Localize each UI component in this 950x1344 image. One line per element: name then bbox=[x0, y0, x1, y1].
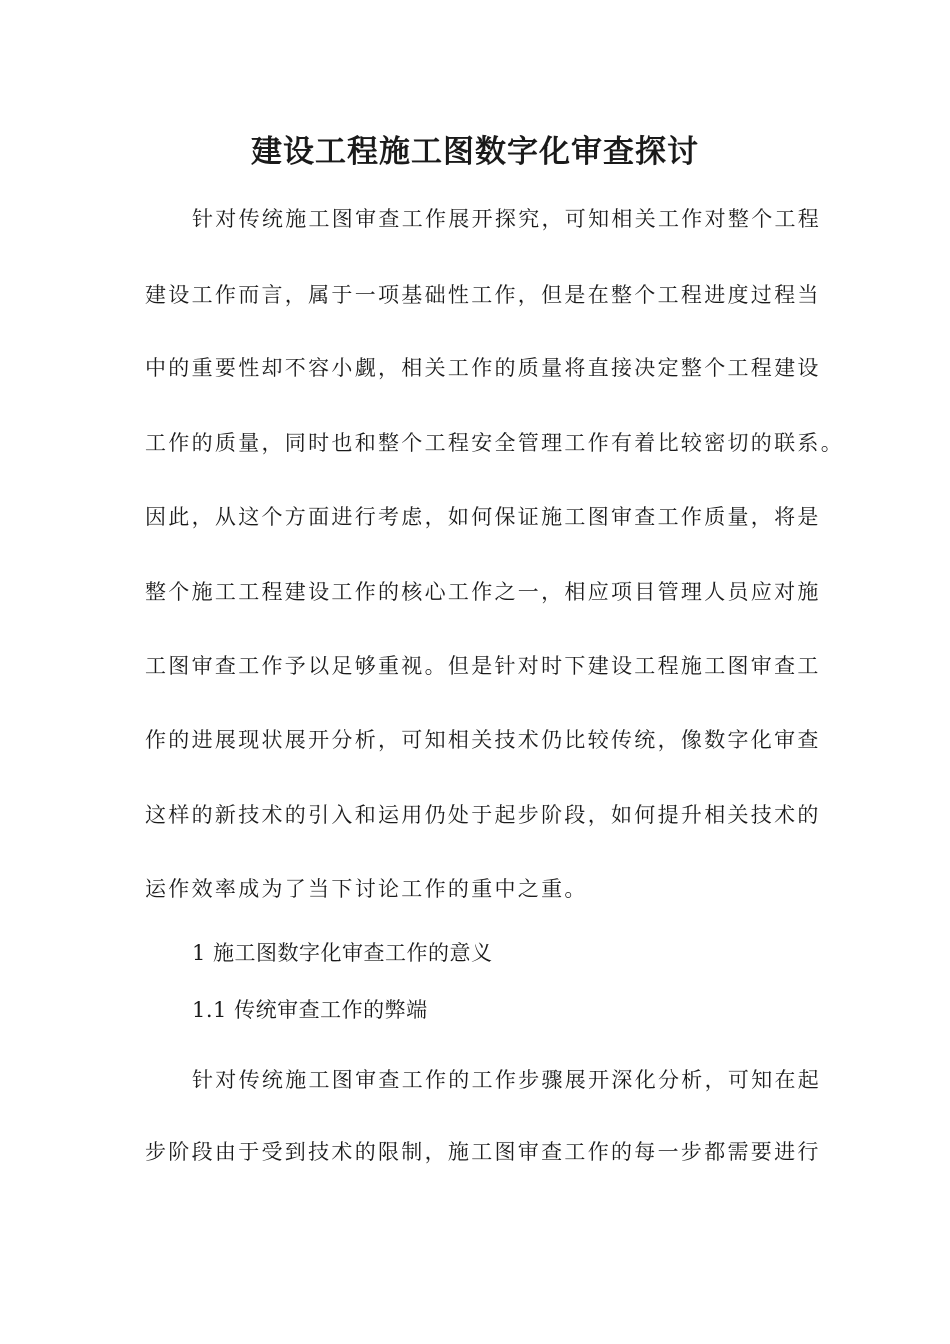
paragraph-line: 整个施工工程建设工作的核心工作之一，相应项目管理人员应对施 bbox=[145, 580, 821, 604]
paragraph-line: 工作的质量，同时也和整个工程安全管理工作有着比较密切的联系。 bbox=[145, 431, 844, 455]
paragraph-line: 建设工作而言，属于一项基础性工作，但是在整个工程进度过程当 bbox=[145, 283, 821, 307]
paragraph-line: 针对传统施工图审查工作展开探究，可知相关工作对整个工程 bbox=[192, 207, 822, 231]
document-title: 建设工程施工图数字化审查探讨 bbox=[251, 134, 699, 170]
paragraph-line: 针对传统施工图审查工作的工作步骤展开深化分析，可知在起 bbox=[192, 1068, 822, 1092]
paragraph-line: 这样的新技术的引入和运用仍处于起步阶段，如何提升相关技术的 bbox=[145, 803, 821, 827]
paragraph-line: 步阶段由于受到技术的限制，施工图审查工作的每一步都需要进行 bbox=[145, 1140, 821, 1164]
paragraph-line: 作的进展现状展开分析，可知相关技术仍比较传统，像数字化审查 bbox=[145, 728, 821, 752]
paragraph-line: 中的重要性却不容小觑，相关工作的质量将直接决定整个工程建设 bbox=[145, 356, 821, 380]
subsection-heading: 1.1 传统审查工作的弊端 bbox=[192, 998, 428, 1022]
paragraph-line: 运作效率成为了当下讨论工作的重中之重。 bbox=[145, 877, 588, 901]
section-heading: 1 施工图数字化审查工作的意义 bbox=[192, 941, 493, 965]
paragraph-line: 因此，从这个方面进行考虑，如何保证施工图审查工作质量，将是 bbox=[145, 505, 821, 529]
paragraph-line: 工图审查工作予以足够重视。但是针对时下建设工程施工图审查工 bbox=[145, 654, 821, 678]
